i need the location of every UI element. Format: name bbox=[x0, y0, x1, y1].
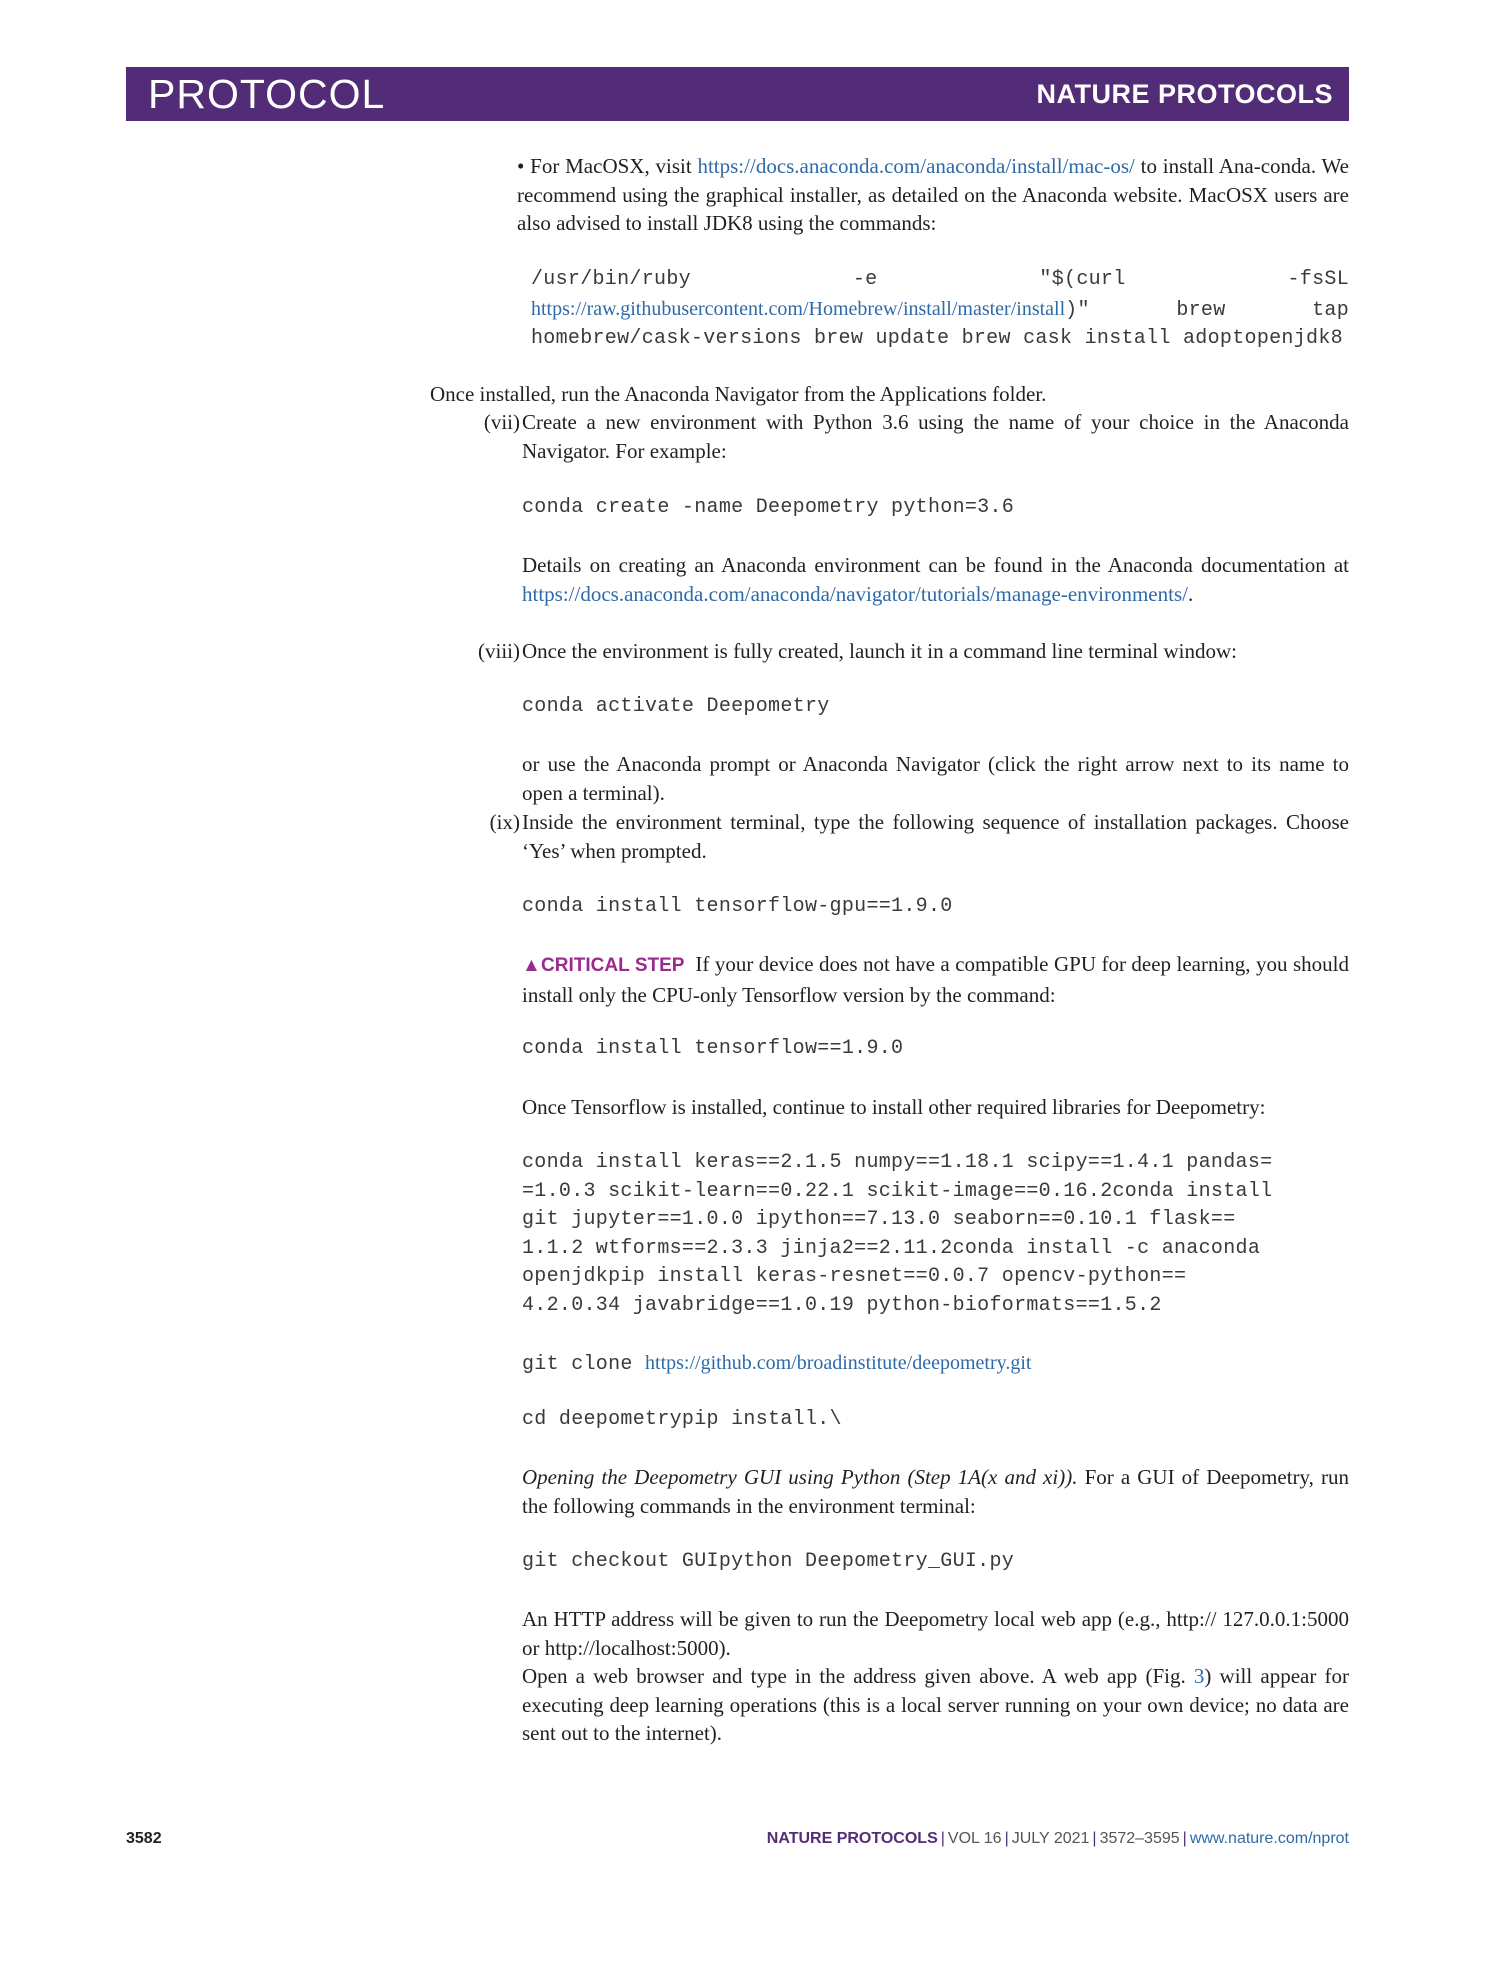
tensorflow-cpu-command: conda install tensorflow==1.9.0 bbox=[522, 1037, 904, 1060]
gui-heading: Opening the Deepometry GUI using Python (Step 1A(x and xi)). bbox=[522, 1465, 1078, 1489]
details-text-pre: Details on creating an Anaconda environment can be found in the Anaconda documentation at bbox=[522, 553, 1349, 577]
critical-step-text: If your device does not have a compatible GPU for deep learning, you should install only the CPU-only Tensorflow version by the command: bbox=[522, 952, 1349, 1007]
step-viii-text2: or use the Anaconda prompt or Anaconda Navigator (click the right arrow next to its name to open a terminal). bbox=[522, 752, 1349, 805]
libraries-line: git jupyter==1.0.0 ipython==7.13.0 seaborn==0.10.1 flask== bbox=[522, 1208, 1236, 1231]
step-vii-details bbox=[522, 551, 1349, 608]
footer-citation: NATURE PROTOCOLS | VOL 16 | JULY 2021 | 3572–3595 | www.nature.com/nprot bbox=[766, 1830, 1349, 1847]
footer-journal: NATURE PROTOCOLS bbox=[766, 1830, 938, 1847]
git-clone-command bbox=[522, 1349, 1031, 1380]
homebrew-cmd-post: )" brew tap homebrew/cask-versions brew update brew cask install adoptopenjdk8 bbox=[531, 298, 1349, 350]
bullet-mark: • bbox=[517, 154, 525, 178]
conda-create-command: conda create -name Deepometry python=3.6 bbox=[522, 496, 1015, 519]
once-installed-text: Once installed, run the Anaconda Navigator from the Applications folder. bbox=[430, 382, 1047, 406]
footer-pages: 3572–3595 bbox=[1099, 1830, 1180, 1847]
step-vii-number: (vii) bbox=[483, 410, 520, 434]
open-text-post: ) will appear for executing deep learning operations (this is a local server running on your own device; no data are sent out to the internet). bbox=[522, 1664, 1350, 1745]
macos-text-pre: For MacOSX, visit bbox=[530, 154, 692, 178]
git-checkout-command: git checkout GUIpython Deepometry_GUI.py bbox=[522, 1550, 1015, 1573]
page-number: 3582 bbox=[126, 1830, 162, 1847]
anaconda-macos-link[interactable]: https://docs.anaconda.com/anaconda/install/mac-os/ bbox=[697, 154, 1135, 178]
macos-bullet bbox=[517, 152, 1349, 238]
deepometry-repo-link[interactable]: https://github.com/broadinstitute/deepometry.git bbox=[645, 1352, 1032, 1374]
step-viii-number: (viii) bbox=[478, 639, 520, 663]
libraries-text: Once Tensorflow is installed, continue to install other required libraries for Deepometry: bbox=[522, 1095, 1266, 1119]
libraries-line: conda install keras==2.1.5 numpy==1.18.1 scipy==1.4.1 pandas= bbox=[522, 1151, 1273, 1174]
cd-install-command: cd deepometrypip install.\ bbox=[522, 1408, 842, 1431]
header-bar bbox=[126, 67, 1349, 121]
open-browser-text bbox=[522, 1662, 1349, 1748]
details-text-post: . bbox=[1187, 581, 1194, 606]
tensorflow-gpu-command: conda install tensorflow-gpu==1.9.0 bbox=[522, 895, 953, 918]
libraries-line: openjdkpip install keras-resnet==0.0.7 opencv-python== bbox=[522, 1265, 1187, 1288]
libraries-line: 4.2.0.34 javabridge==1.0.19 python-bioformats==1.5.2 bbox=[522, 1293, 1162, 1317]
git-clone-pre: git clone bbox=[522, 1353, 633, 1376]
open-text-pre: Open a web browser and type in the address given above. A web app (Fig. bbox=[522, 1664, 1186, 1688]
libraries-command bbox=[522, 1149, 1349, 1320]
step-ix-text: Inside the environment terminal, type the following sequence of installation packages. Choose ‘Yes’ when prompted. bbox=[522, 810, 1349, 863]
step-vii-text: Create a new environment with Python 3.6 using the name of your choice in the Anaconda Navigator. For example: bbox=[522, 410, 1349, 463]
homebrew-cmd-pre: /usr/bin/ruby -e "$(curl -fsSL bbox=[531, 268, 1349, 291]
step-ix-number: (ix) bbox=[489, 810, 520, 834]
gui-text: For a GUI of Deepometry, run the following commands in the environment terminal: bbox=[522, 1465, 1350, 1518]
libraries-line: =1.0.3 scikit-learn==0.22.1 scikit-image==0.16.2conda install bbox=[522, 1179, 1273, 1203]
conda-activate-command: conda activate Deepometry bbox=[522, 695, 830, 718]
http-address-text: An HTTP address will be given to run the Deepometry local web app (e.g., http:// 127.0.0.1:5000 or http://localhost:5000). bbox=[522, 1607, 1349, 1660]
homebrew-install-link[interactable]: https://raw.githubusercontent.com/Homebrew/install/master/install bbox=[531, 297, 1066, 320]
gui-paragraph bbox=[522, 1463, 1349, 1520]
critical-step-label: ▲CRITICAL STEP bbox=[522, 955, 685, 976]
libraries-line: 1.1.2 wtforms==2.3.3 jinja2==2.11.2conda install -c anaconda bbox=[522, 1236, 1261, 1260]
journal-name: NATURE PROTOCOLS bbox=[1036, 79, 1333, 109]
step-viii-text: Once the environment is fully created, launch it in a command line terminal window: bbox=[522, 639, 1237, 663]
homebrew-command bbox=[531, 266, 1349, 354]
figure-3-link[interactable]: 3 bbox=[1193, 1664, 1205, 1688]
macos-text-post: to install Ana-conda. We recommend using the graphical installer, as detailed on the Anaconda website. MacOSX users are also advised to install JDK8 using the commands: bbox=[517, 154, 1349, 235]
footer-url[interactable]: www.nature.com/nprot bbox=[1189, 1830, 1349, 1847]
manage-environments-link[interactable]: https://docs.anaconda.com/anaconda/navigator/tutorials/manage-environments/ bbox=[522, 581, 1188, 606]
footer-date: JULY 2021 bbox=[1011, 1830, 1090, 1847]
section-label: PROTOCOL bbox=[148, 71, 386, 117]
footer-volume: VOL 16 bbox=[947, 1830, 1002, 1847]
critical-step bbox=[522, 950, 1349, 1009]
